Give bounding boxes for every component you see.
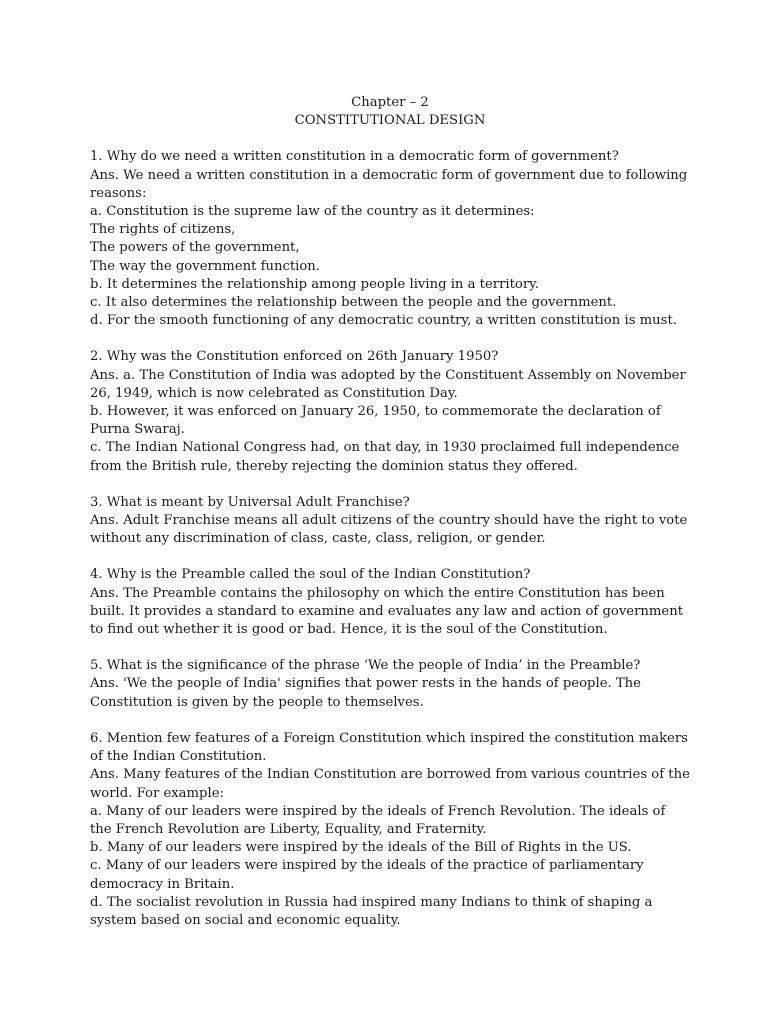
answer-line: The way the government function. — [90, 258, 320, 274]
question-block-2 — [90, 348, 690, 475]
answer-text: Ans. Many features of the Indian Constitution are borrowed from various countries of the world. For example: — [90, 767, 690, 801]
question-text: 4. Why is the Preamble called the soul of the Indian Constitution? — [90, 567, 531, 583]
question-block-5 — [90, 657, 690, 712]
question-text: 3. What is meant by Universal Adult Franchise? — [90, 494, 410, 510]
answer-line: b. However, it was enforced on January 26, 1950, to commemorate the declaration of Purna Swaraj. — [90, 404, 661, 438]
answer-line: d. For the smooth functioning of any democratic country, a written constitution is must. — [90, 313, 677, 329]
question-text: 2. Why was the Constitution enforced on 26th January 1950? — [90, 349, 499, 365]
answer-line: c. Many of our leaders were inspired by the ideals of the practice of parliamentary democracy in Britain. — [90, 858, 644, 892]
question-block-3 — [90, 494, 690, 549]
answer-text: Ans. We need a written constitution in a democratic form of government due to following reasons: — [90, 167, 688, 201]
question-block-4 — [90, 566, 690, 639]
answer-text: Ans. The Preamble contains the philosophy on which the entire Constitution has been built. It provides a standard to examine and evaluates any law and action of government to find out whether it is good or bad. Hence, it is the soul of the Constitution. — [90, 585, 684, 638]
answer-text: Ans. 'We the people of India' signifies that power rests in the hands of people. The Constitution is given by the people to themselves. — [90, 676, 641, 710]
answer-text: Ans. Adult Franchise means all adult citizens of the country should have the right to vote without any discrimination of class, caste, class, religion, or gender. — [90, 513, 688, 547]
answer-text: Ans. a. The Constitution of India was adopted by the Constituent Assembly on November 26, 1949, which is now celebrated as Constitution Day. — [90, 367, 686, 401]
answer-line: d. The socialist revolution in Russia had inspired many Indians to think of shaping a system based on social and economic equality. — [90, 894, 653, 928]
answer-line: c. The Indian National Congress had, on that day, in 1930 proclaimed full independence from the British rule, thereby rejecting the dominion status they offered. — [90, 440, 680, 474]
question-text: 1. Why do we need a written constitution in a democratic form of government? — [90, 149, 619, 165]
document-header — [90, 94, 690, 130]
document-page — [90, 94, 690, 948]
question-block-6 — [90, 730, 690, 930]
answer-line: a. Constitution is the supreme law of the country as it determines: — [90, 204, 535, 220]
answer-line: The rights of citizens, — [90, 222, 236, 238]
question-text: 6. Mention few features of a Foreign Constitution which inspired the constitution makers of the Indian Constitution. — [90, 730, 688, 765]
answer-line: a. Many of our leaders were inspired by the ideals of French Revolution. The ideals of the French Revolution are Liberty, Equality, and Fraternity. — [90, 803, 666, 837]
answer-line: The powers of the government, — [90, 240, 300, 256]
answer-line: b. Many of our leaders were inspired by the ideals of the Bill of Rights in the US. — [90, 840, 632, 856]
chapter-label: Chapter – 2 — [351, 95, 429, 110]
question-text: 5. What is the significance of the phrase ‘We the people of India’ in the Preamble? — [90, 658, 641, 674]
question-block-1 — [90, 148, 690, 330]
document-title: CONSTITUTIONAL DESIGN — [294, 113, 486, 129]
answer-line: c. It also determines the relationship between the people and the government. — [90, 295, 617, 311]
answer-line: b. It determines the relationship among people living in a territory. — [90, 276, 540, 292]
